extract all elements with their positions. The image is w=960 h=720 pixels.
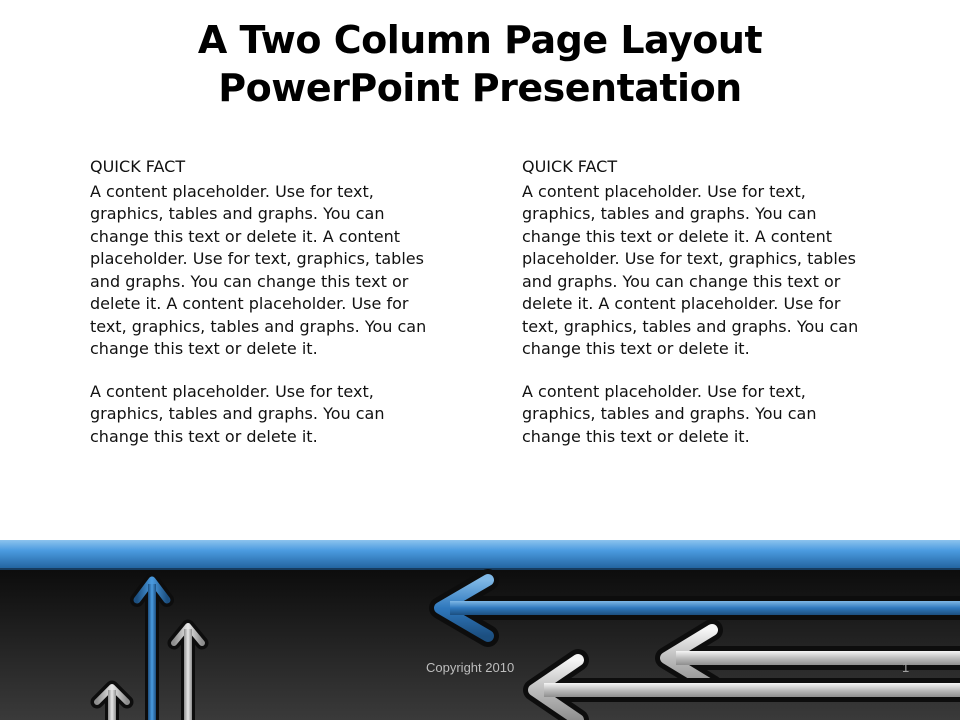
left-column[interactable] xyxy=(90,156,435,448)
footer-copyright: Copyright 2010 xyxy=(426,660,515,675)
left-column-paragraph-2: A content placeholder. Use for text, graphics, tables and graphs. You can change this text or delete it. xyxy=(90,381,385,446)
left-column-paragraph-1: A content placeholder. Use for text, graphics, tables and graphs. You can change this text or delete it. A content placeholder. Use for text, graphics, tables and graphs. You can change this text or delete it. A content placeholder. Use for text, graphics, tables and graphs. You can change this text or delete it. xyxy=(90,181,427,358)
footer-page-number: 1 xyxy=(902,660,910,675)
footer-band xyxy=(0,540,960,720)
left-column-heading: QUICK FACT xyxy=(90,157,186,176)
right-column-heading: QUICK FACT xyxy=(522,157,618,176)
slide-title[interactable] xyxy=(0,16,960,112)
title-line-1: A Two Column Page Layout xyxy=(197,18,763,62)
title-line-2: PowerPoint Presentation xyxy=(218,66,742,110)
footer-graphic xyxy=(0,540,960,720)
right-column[interactable] xyxy=(522,156,867,448)
right-column-paragraph-1: A content placeholder. Use for text, graphics, tables and graphs. You can change this text or delete it. A content placeholder. Use for text, graphics, tables and graphs. You can change this text or delete it. A content placeholder. Use for text, graphics, tables and graphs. You can change this text or delete it. xyxy=(522,181,859,358)
footer-blue-band xyxy=(0,540,960,570)
right-column-paragraph-2: A content placeholder. Use for text, graphics, tables and graphs. You can change this text or delete it. xyxy=(522,381,817,446)
